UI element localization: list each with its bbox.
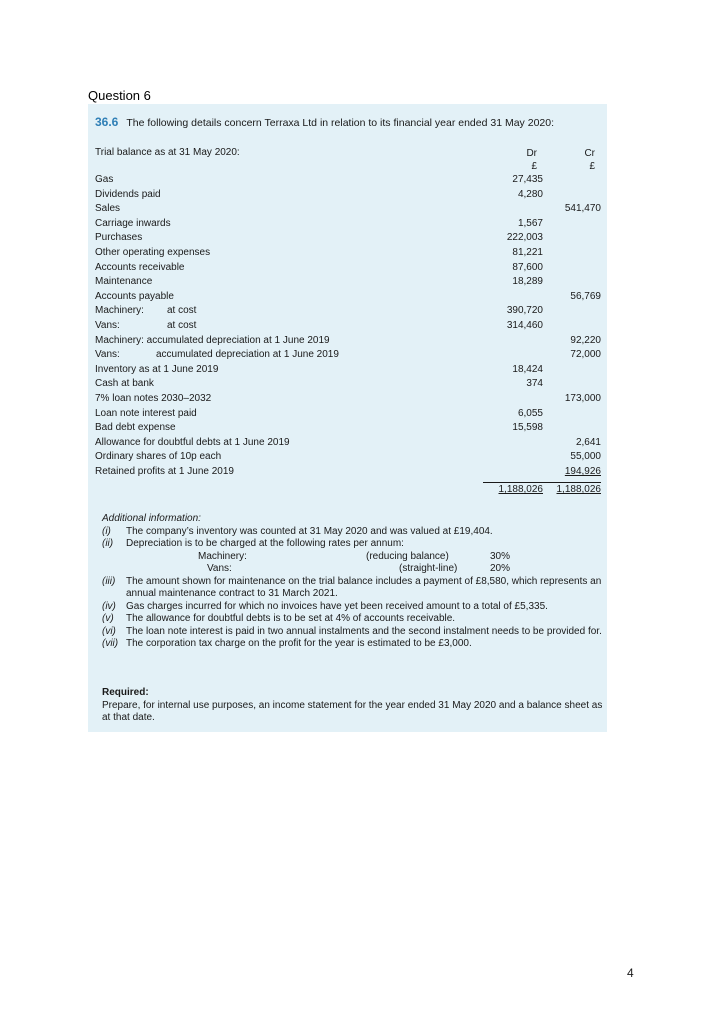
exercise-title	[95, 115, 554, 129]
trial-balance-row	[95, 202, 605, 217]
item-numeral: (iv)	[102, 600, 116, 612]
item-text: Gas charges incurred for which no invoices have yet been received amount to a total of £5,335.	[126, 600, 548, 612]
exercise-number: 36.6	[95, 115, 119, 129]
item-text: The amount shown for maintenance on the trial balance includes a payment of £8,580, which represents an annual maintenance contract to 31 March 2021.	[126, 575, 602, 599]
row-dr-value: 18,289	[512, 276, 543, 288]
row-label: Other operating expenses	[95, 247, 211, 258]
row-sublabel: at cost	[167, 320, 197, 331]
row-sublabel: at cost	[167, 305, 197, 317]
depreciation-asset: Vans:	[207, 563, 232, 574]
row-cr-value: 194,926	[564, 466, 601, 477]
item-numeral: (i)	[102, 525, 111, 537]
row-label: Dividends paid	[95, 188, 161, 200]
trial-balance-row	[95, 450, 605, 465]
page-number: 4	[627, 966, 634, 980]
item-numeral: (ii)	[102, 538, 114, 549]
row-label: Gas	[95, 174, 114, 185]
depreciation-rate-row	[102, 563, 602, 576]
depreciation-asset: Machinery:	[198, 550, 247, 562]
row-dr-value: 87,600	[512, 261, 543, 273]
depreciation-method: (straight-line)	[399, 563, 458, 574]
row-label: Purchases	[95, 232, 143, 244]
row-dr-value: 4,280	[517, 188, 543, 200]
trial-balance-row	[95, 377, 605, 392]
row-label: Inventory as at 1 June 2019	[95, 363, 219, 375]
trial-balance-row	[95, 348, 605, 363]
row-dr-value: 27,435	[512, 174, 543, 185]
trial-balance-title: Trial balance as at 31 May 2020:	[95, 147, 240, 158]
trial-balance-row	[95, 304, 605, 319]
depreciation-rate: 30%	[490, 550, 511, 562]
row-label: Carriage inwards	[95, 217, 171, 229]
trial-balance-row	[95, 436, 605, 451]
additional-item	[102, 626, 602, 639]
item-text: The corporation tax charge on the profit for the year is estimated to be £3,000.	[126, 638, 472, 649]
row-label: Loan note interest paid	[95, 407, 197, 419]
total-cr: 1,188,026	[541, 482, 601, 498]
required-text: Prepare, for internal use purposes, an income statement for the year ended 31 May 2020 and a balance sheet as at that date.	[102, 699, 603, 723]
row-cr-value: 92,220	[570, 334, 601, 346]
item-numeral: (vii)	[102, 638, 119, 649]
additional-item	[102, 576, 602, 601]
row-label: Machinery: accumulated depreciation at 1 June 2019	[95, 334, 330, 346]
row-cr-value: 56,769	[570, 290, 601, 302]
depreciation-rate-row	[102, 551, 602, 564]
additional-item	[102, 526, 602, 539]
row-dr-value: 18,424	[512, 363, 543, 375]
item-text: The loan note interest is paid in two annual instalments and the second instalment needs to be provided for.	[126, 625, 602, 637]
trial-balance-row	[95, 217, 605, 232]
row-cr-value: 72,000	[570, 349, 601, 361]
additional-items	[102, 526, 602, 651]
row-dr-value: 314,460	[506, 320, 543, 331]
row-sublabel: accumulated depreciation at 1 June 2019	[156, 349, 339, 361]
trial-balance-row	[95, 319, 605, 334]
required-section	[102, 687, 607, 725]
exercise-box	[88, 104, 607, 732]
trial-balance-row	[95, 407, 605, 422]
trial-balance-totals	[95, 482, 605, 497]
row-label: Accounts receivable	[95, 261, 185, 273]
trial-balance-row	[95, 290, 605, 305]
row-label: Machinery:	[95, 305, 144, 317]
row-cr-value: 55,000	[570, 451, 601, 463]
row-label: Sales	[95, 203, 121, 215]
required-title: Required:	[102, 687, 149, 698]
trial-balance-row	[95, 261, 605, 276]
additional-item	[102, 601, 602, 614]
cr-column-header: Cr £	[584, 148, 595, 172]
additional-information	[102, 513, 602, 651]
row-label: 7% loan notes 2030–2032	[95, 393, 212, 404]
row-label: Allowance for doubtful debts at 1 June 2019	[95, 436, 290, 448]
additional-title: Additional information:	[102, 513, 201, 524]
row-dr-value: 15,598	[512, 422, 543, 434]
depreciation-method: (reducing balance)	[366, 550, 449, 562]
row-dr-value: 374	[526, 378, 543, 390]
row-label: Accounts payable	[95, 290, 174, 302]
row-dr-value: 81,221	[512, 247, 543, 258]
item-text: Depreciation is to be charged at the following rates per annum:	[126, 538, 404, 549]
row-cr-value: 541,470	[564, 203, 601, 215]
item-text: The company’s inventory was counted at 31 May 2020 and was valued at £19,404.	[126, 525, 493, 537]
question-heading: Question 6	[88, 88, 151, 103]
additional-item	[102, 638, 602, 651]
trial-balance-row	[95, 421, 605, 436]
exercise-intro: The following details concern Terraxa Ltd in relation to its financial year ended 31 May 2020:	[126, 117, 554, 129]
row-dr-value: 1,567	[517, 217, 543, 229]
row-dr-value: 222,003	[506, 232, 543, 244]
additional-item	[102, 538, 602, 551]
row-cr-value: 173,000	[564, 393, 601, 404]
row-label: Retained profits at 1 June 2019	[95, 466, 234, 477]
trial-balance-row	[95, 173, 605, 188]
row-label: Vans:	[95, 349, 120, 361]
row-label: Vans:	[95, 320, 120, 331]
trial-balance-row	[95, 363, 605, 378]
additional-item	[102, 613, 602, 626]
trial-balance-row	[95, 334, 605, 349]
row-dr-value: 390,720	[506, 305, 543, 317]
item-numeral: (v)	[102, 613, 114, 624]
row-dr-value: 6,055	[517, 407, 543, 419]
row-cr-value: 2,641	[575, 436, 601, 448]
trial-balance-row	[95, 246, 605, 261]
row-label: Bad debt expense	[95, 422, 176, 434]
item-text: The allowance for doubtful debts is to be set at 4% of accounts receivable.	[126, 613, 456, 624]
trial-balance-row	[95, 231, 605, 246]
trial-balance-row	[95, 392, 605, 407]
item-numeral: (vi)	[102, 625, 116, 637]
item-numeral: (iii)	[102, 575, 116, 587]
dr-column-header: Dr £	[526, 148, 537, 172]
row-label: Maintenance	[95, 276, 153, 288]
row-label: Ordinary shares of 10p each	[95, 451, 222, 463]
depreciation-rate: 20%	[490, 563, 511, 574]
row-label: Cash at bank	[95, 378, 154, 390]
trial-balance-row	[95, 465, 605, 480]
trial-balance-row	[95, 188, 605, 203]
trial-balance-row	[95, 275, 605, 290]
total-dr: 1,188,026	[483, 482, 543, 498]
